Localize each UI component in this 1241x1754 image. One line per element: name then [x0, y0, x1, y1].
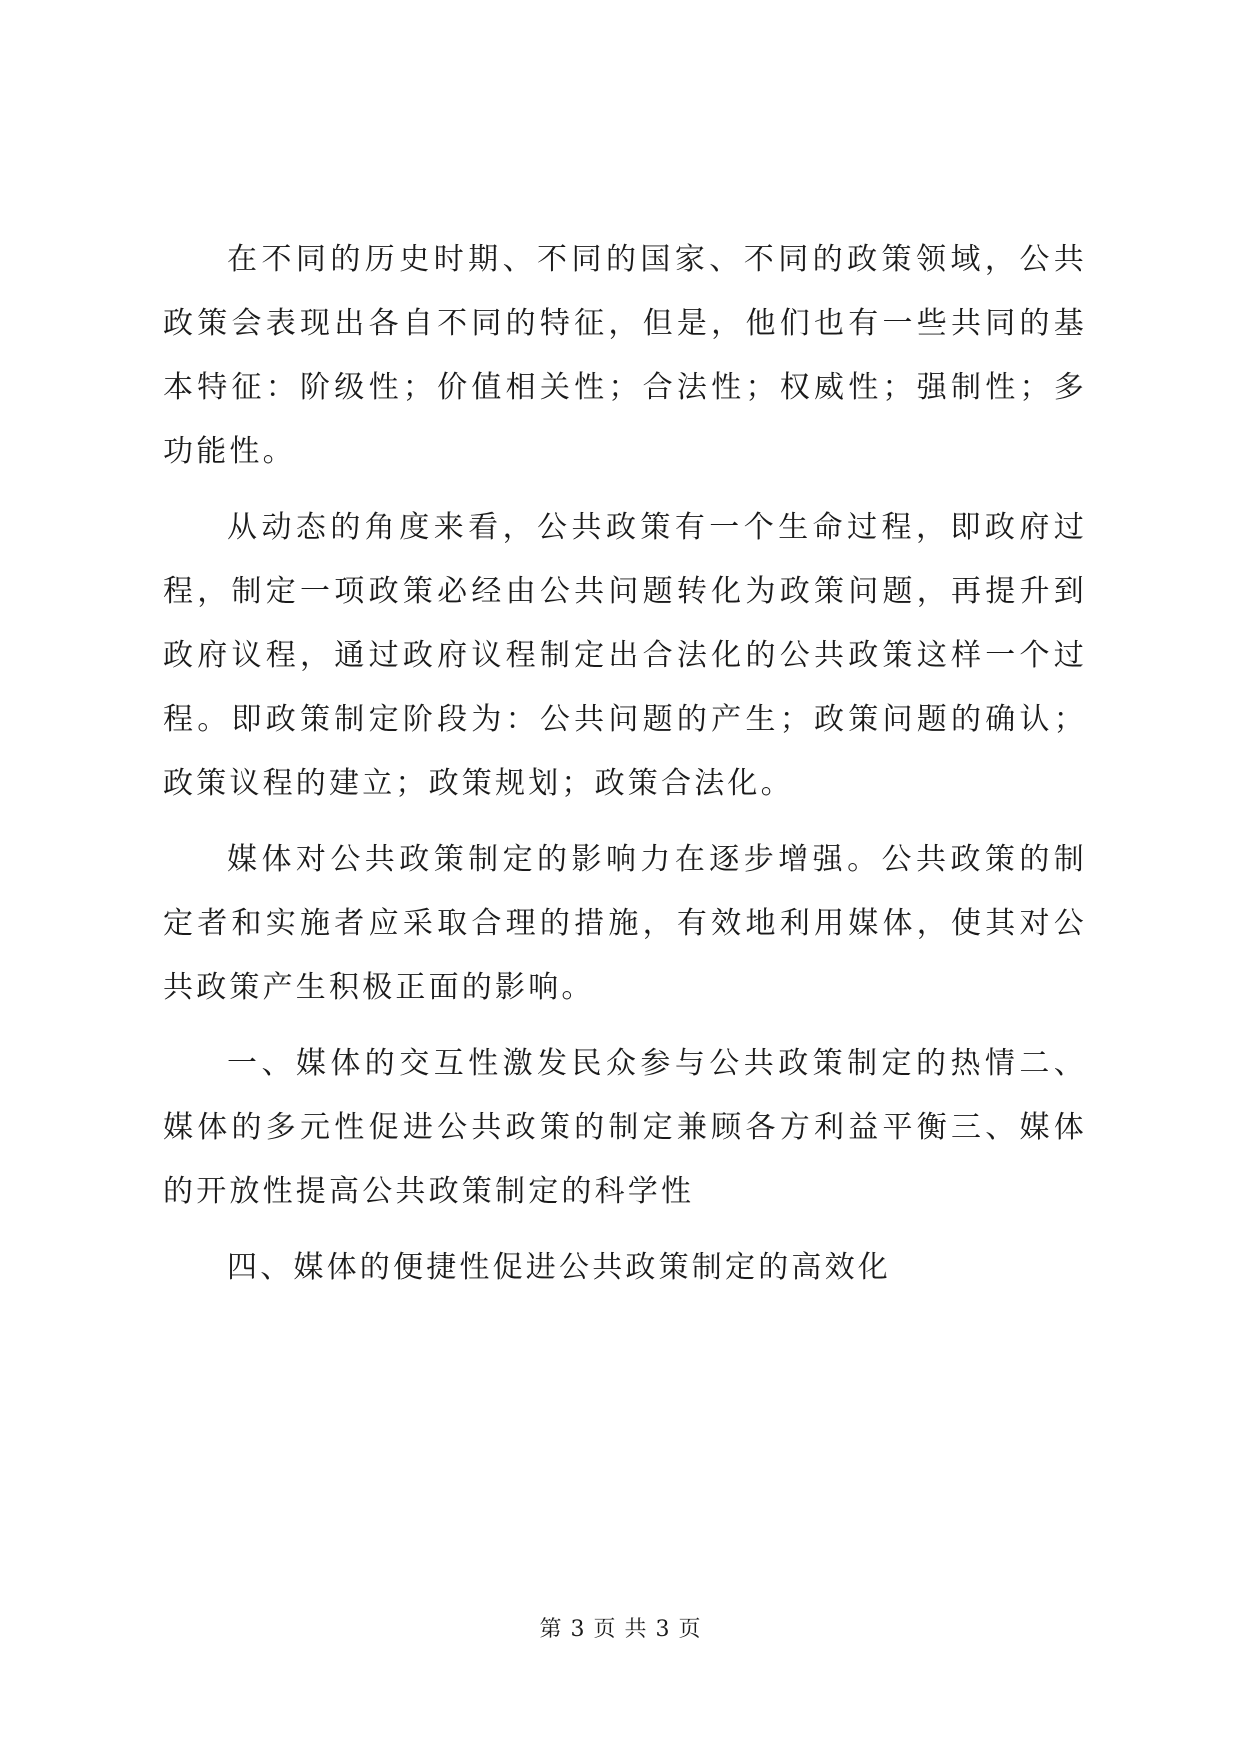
- document-body: [163, 228, 1087, 1312]
- paragraph-media-points-1-3: 一、媒体的交互性激发民众参与公共政策制定的热情二、媒体的多元性促进公共政策的制定兼顾各方利益平衡三、媒体的开放性提高公共政策制定的科学性: [163, 1046, 1087, 1209]
- paragraph-media-influence: 媒体对公共政策制定的影响力在逐步增强。公共政策的制定者和实施者应采取合理的措施，有效地利用媒体，使其对公共政策产生积极正面的影响。: [163, 842, 1087, 1005]
- paragraph-media-point-4: 四、媒体的便捷性促进公共政策制定的高效化: [227, 1250, 891, 1285]
- paragraph-policy-process: 从动态的角度来看，公共政策有一个生命过程，即政府过程，制定一项政策必经由公共问题转化为政策问题，再提升到政府议程，通过政府议程制定出合法化的公共政策这样一个过程。即政策制定阶段为：公共问题的产生；政策问题的确认；政策议程的建立；政策规划；政策合法化。: [163, 510, 1087, 801]
- page-number-footer: 第 3 页 共 3 页: [539, 1617, 702, 1642]
- paragraph-characteristics: 在不同的历史时期、不同的国家、不同的政策领域，公共政策会表现出各自不同的特征，但是，他们也有一些共同的基本特征：阶级性；价值相关性；合法性；权威性；强制性；多功能性。: [163, 242, 1087, 469]
